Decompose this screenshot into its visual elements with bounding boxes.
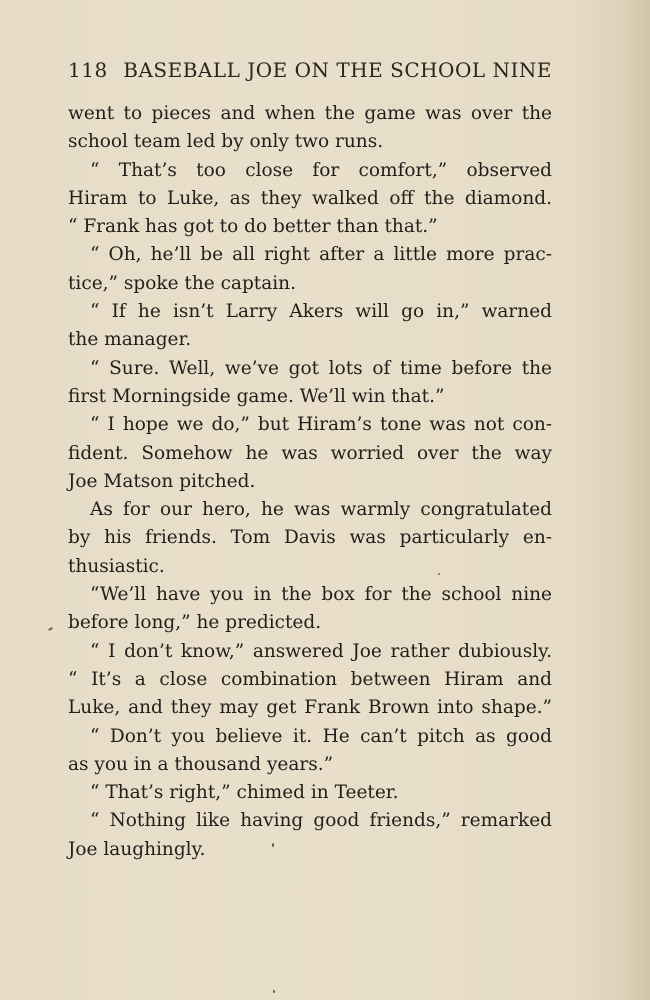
- text-line: as you in a thousand years.”: [68, 753, 334, 775]
- body-text: [68, 100, 552, 864]
- text-line: before long,” he predicted.: [68, 612, 322, 634]
- text-line: school team led by only two runs.: [68, 131, 384, 153]
- text-line: “ Don’t you believe it. He can’t pitch as good: [90, 725, 552, 747]
- running-title: BASEBALL JOE ON THE SCHOOL NINE: [123, 58, 552, 82]
- text-line: first Morningside game. We’ll win that.”: [68, 385, 445, 407]
- text-line: by his friends. Tom Davis was particularly en-: [68, 527, 552, 549]
- text-line: Luke, and they may get Frank Brown into shape.”: [68, 697, 552, 719]
- text-line: “ Sure. Well, we’ve got lots of time before the: [90, 357, 552, 379]
- text-line: Hiram to Luke, as they walked off the diamond.: [68, 187, 552, 209]
- text-line: As for our hero, he was warmly congratulated: [90, 499, 552, 521]
- text-line: thusiastic.: [68, 555, 165, 577]
- text-line: “ That’s right,” chimed in Teeter.: [90, 782, 399, 804]
- text-line: Joe laughingly.: [68, 838, 206, 860]
- text-line: the manager.: [68, 329, 192, 351]
- paper-speck: [273, 990, 275, 993]
- text-line: “We’ll have you in the box for the school nine: [90, 584, 552, 606]
- text-line: tice,” spoke the captain.: [68, 272, 296, 294]
- paper-speck: [48, 627, 53, 631]
- text-line: Joe Matson pitched.: [68, 470, 256, 492]
- text-line: “ Frank has got to do better than that.”: [68, 216, 438, 238]
- paper-speck: [438, 573, 440, 575]
- text-line: “ I don’t know,” answered Joe rather dubiously.: [90, 640, 552, 662]
- text-line: went to pieces and when the game was over the: [68, 103, 552, 124]
- text-line: “ I hope we do,” but Hiram’s tone was not con-: [90, 414, 552, 436]
- paper-speck: [272, 843, 274, 847]
- text-line: fident. Somehow he was worried over the way: [68, 442, 552, 464]
- text-line: “ Nothing like having good friends,” remarked: [90, 810, 552, 832]
- text-line: “ That’s too close for comfort,” observed: [90, 159, 552, 181]
- page-header: [68, 58, 552, 88]
- page-number: 118: [68, 58, 108, 82]
- text-line: “ It’s a close combination between Hiram and: [68, 668, 552, 690]
- text-line: “ If he isn’t Larry Akers will go in,” warned: [90, 301, 552, 323]
- text-line: “ Oh, he’ll be all right after a little more prac-: [90, 244, 552, 266]
